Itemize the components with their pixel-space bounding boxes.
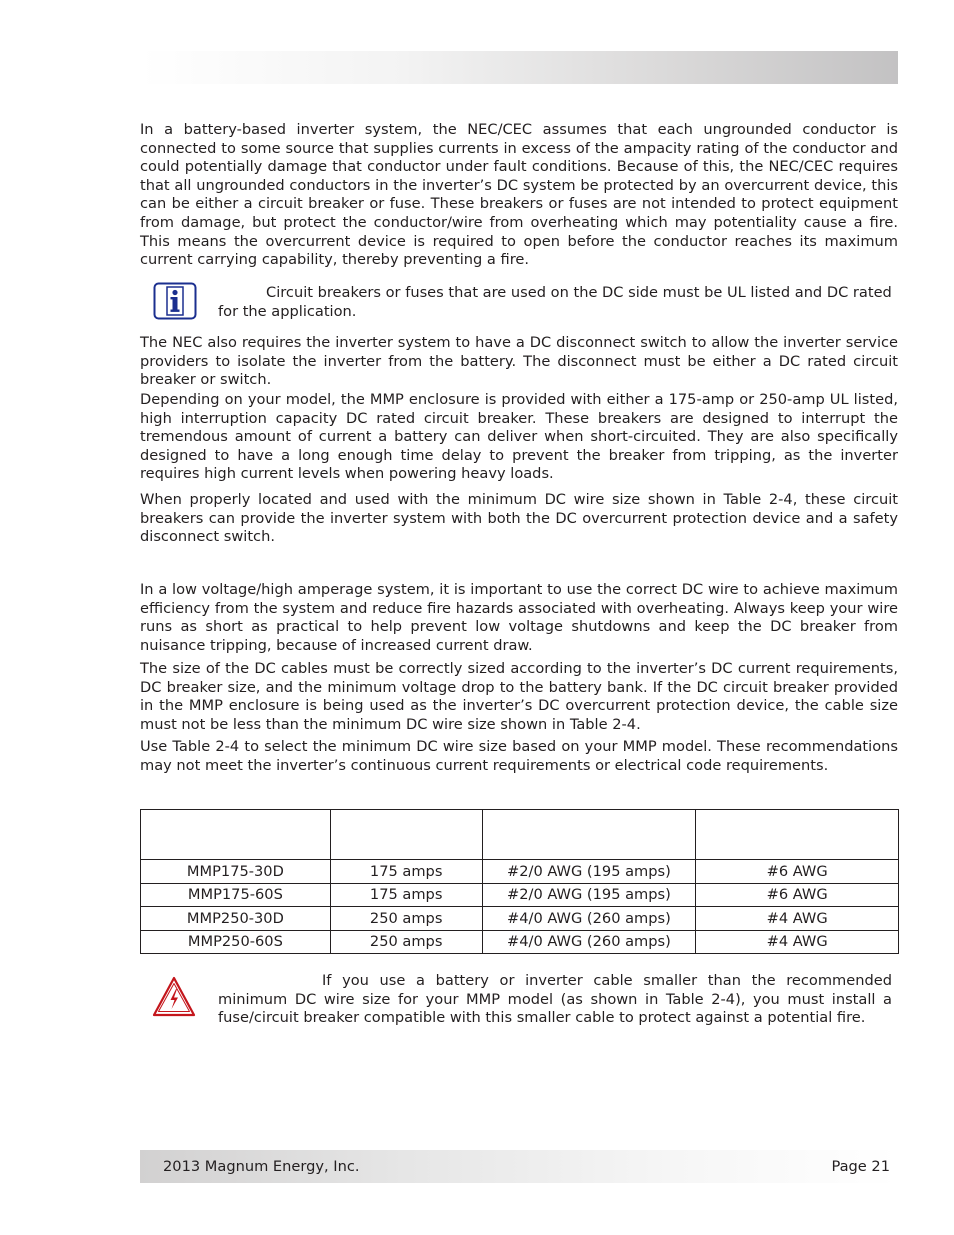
header-bar: [140, 51, 898, 84]
electrical-hazard-icon: [152, 976, 196, 1018]
table-row: [141, 860, 899, 884]
table-cell: MMP250-60S: [141, 930, 331, 954]
table-cell: MMP175-60S: [141, 883, 331, 907]
footer-copyright: 2013 Magnum Energy, Inc.: [163, 1158, 360, 1175]
paragraph-breaker: Depending on your model, the MMP enclosure is provided with either a 175-amp or 250-amp UL listed, high interruption capacity DC rated circuit breaker. These breakers are designed to interrupt the tremendous amount of current a battery can deliver when short-circuited. They are also specifically designed to have a long enough time delay to prevent the breaker from tripping, as the inverter requires high current levels when powering heavy loads.: [140, 391, 898, 483]
warning-note: If you use a battery or inverter cable smaller than the recommended minimum DC wire size for your MMP model (as shown in Table 2-4), you must install a fuse/circuit breaker compatible with this smaller cable to protect against a potential fire.: [218, 972, 892, 1027]
table-cell: MMP175-30D: [141, 860, 331, 884]
paragraph-cable-size: The size of the DC cables must be correctly sized according to the inverter’s DC current requirements, DC breaker size, and the minimum voltage drop to the battery bank. If the DC circuit breaker provided in the MMP enclosure is being used as the inverter’s DC overcurrent protection device, the cable size must not be less than the minimum DC wire size shown in Table 2-4.: [140, 660, 898, 733]
table-cell: #6 AWG: [696, 860, 899, 884]
table-row: [141, 907, 899, 931]
table-cell: 175 amps: [330, 860, 482, 884]
table-cell: 175 amps: [330, 883, 482, 907]
paragraph-overcurrent-protection: In a battery-based inverter system, the NEC/CEC assumes that each ungrounded conductor is connected to some source that supplies currents in excess of the ampacity rating of the conductor and could potentially damage that conductor under fault conditions. Because of this, the NEC/CEC requires that all ungrounded conductors in the inverter’s DC system be protected by an overcurrent device, this can be either a circuit breaker or fuse. These breakers or fuses are not intended to protect equipment from damage, but protect the conductor/wire from overheating which may potentiality cause a fire. This means the overcurrent device is required to open before the conductor reaches its maximum current carrying capability, thereby preventing a fire.: [140, 121, 898, 269]
paragraph-disconnect: The NEC also requires the inverter system to have a DC disconnect switch to allow the inverter service providers to isolate the inverter from the battery. The disconnect must be either a DC rated circuit breaker or switch.: [140, 334, 898, 389]
info-icon: [153, 282, 197, 320]
table-header-cell: [141, 810, 331, 860]
paragraph-table-ref: Use Table 2-4 to select the minimum DC wire size based on your MMP model. These recommendations may not meet the inverter’s continuous current requirements or electrical code requirements.: [140, 738, 898, 774]
table-cell: #4/0 AWG (260 amps): [482, 930, 696, 954]
table-cell: #2/0 AWG (195 amps): [482, 883, 696, 907]
paragraph-dc-wire: In a low voltage/high amperage system, it is important to use the correct DC wire to achieve maximum efficiency from the system and reduce fire hazards associated with overheating. Always keep your wire runs as short as practical to help prevent low voltage shutdowns and keep the DC breaker from nuisance tripping, because of increased current draw.: [140, 581, 898, 654]
table-header-row: [141, 810, 899, 860]
table-header-cell: [696, 810, 899, 860]
wire-size-table: [140, 809, 899, 954]
footer-bar: [140, 1150, 898, 1183]
table-cell: #4 AWG: [696, 907, 899, 931]
table-header-cell: [482, 810, 696, 860]
table-cell: MMP250-30D: [141, 907, 331, 931]
table-cell: 250 amps: [330, 930, 482, 954]
page-number: Page 21: [831, 1158, 890, 1175]
paragraph-wire-size: When properly located and used with the minimum DC wire size shown in Table 2-4, these circuit breakers can provide the inverter system with both the DC overcurrent protection device and a safety disconnect switch.: [140, 491, 898, 546]
table-cell: #4/0 AWG (260 amps): [482, 907, 696, 931]
table-cell: #2/0 AWG (195 amps): [482, 860, 696, 884]
table-cell: #6 AWG: [696, 883, 899, 907]
table-cell: 250 amps: [330, 907, 482, 931]
table-cell: #4 AWG: [696, 930, 899, 954]
table-row: [141, 930, 899, 954]
table-row: [141, 883, 899, 907]
info-note: Circuit breakers or fuses that are used on the DC side must be UL listed and DC rated for the application.: [218, 284, 892, 320]
table-header-cell: [330, 810, 482, 860]
